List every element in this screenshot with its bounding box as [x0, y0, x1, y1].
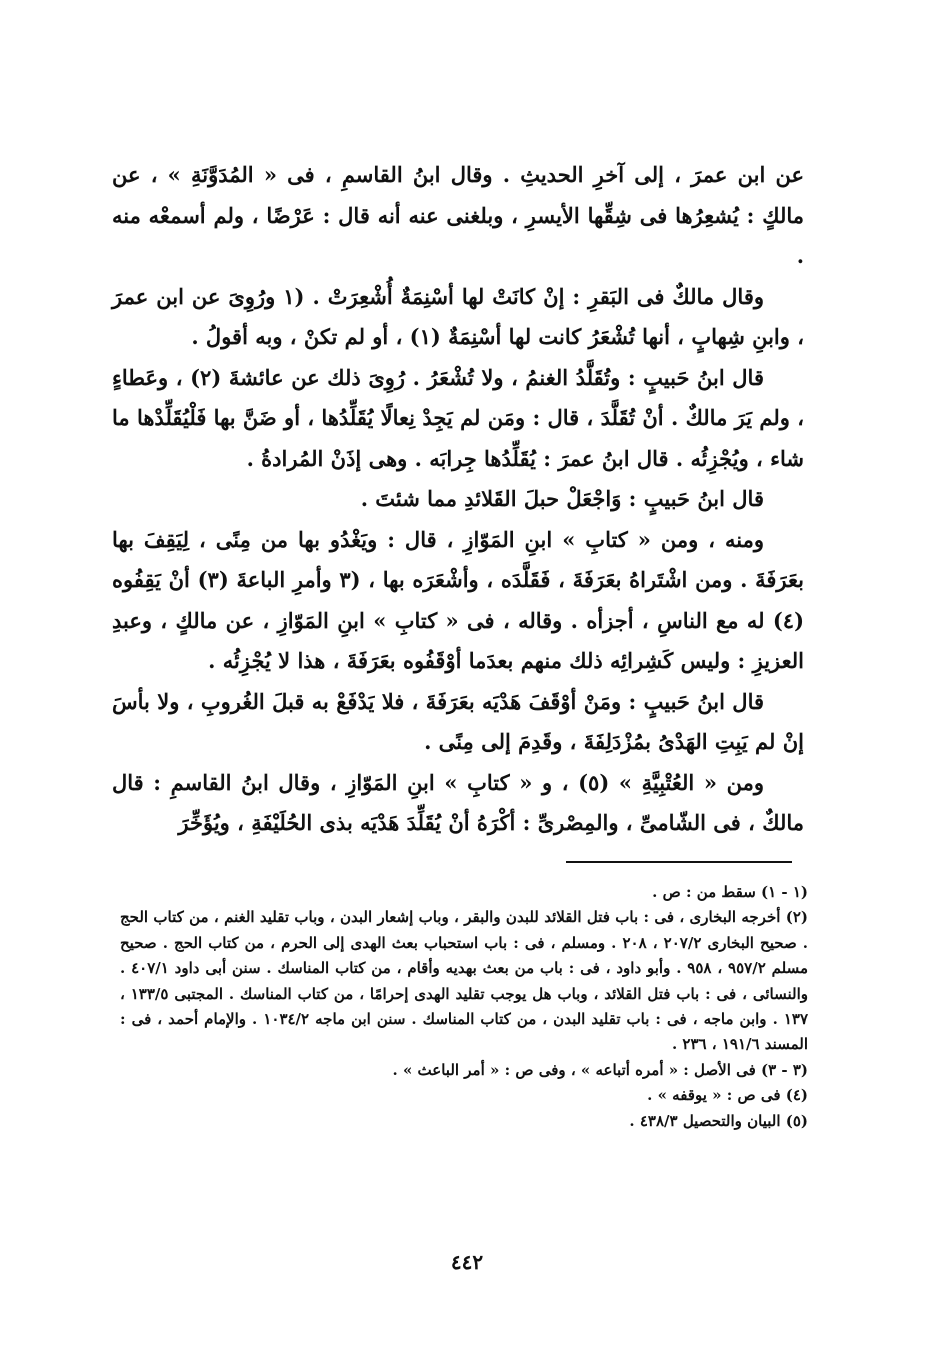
footnote: (٤) فى ص : « يوقفه » . [647, 1086, 808, 1105]
footnote: (٢) أخرجه البخارى ، فى : باب فتل القلائد للبدن والبقر ، وباب إشعار البدن ، وباب تقليد الغنم ، من كتاب الحج . صحيح البخارى ٢٠٧/٢ ، ٢٠٨ . ومسلم ، فى : باب استحباب بعث الهدى إلى الحرم ، من كتاب الحج . صحيح مسلم ٩٥٧/٢ ، ٩٥٨ . وأبو داود ، فى : باب من بعث بهديه وأقام ، من كتاب المناسك . سنن أبى داود ٤٠٧/١ . والنسائى ، فى : باب فتل القلائد ، وباب هل يوجب تقليد الهدى إحرامًا ، من كتاب المناسك . المجتبى ١٣٣/٥ ، ١٣٧ . وابن ماجه ، فى : باب تقليد البدن ، من كتاب المناسك . سنن ابن ماجه ١٠٣٤/٢ . والإمام أحمد ، فى : المسند ١٩١/٦ ، ٢٣٦ . [120, 908, 808, 1054]
paragraph: قال ابنُ حَبيبٍ : وَاجْعَلْ حبلَ القَلائدِ مما شئتَ . [360, 486, 764, 511]
paragraph: قال ابنُ حَبيبٍ : وتُقَلَّدُ الغنمُ ، ولا تُشْعَرُ . رُوِىَ ذلك عن عائشةَ (٢) ، وعَطاءٍ ، ولم يَرَ مالكٌ . أنْ تُقَلَّدَ ، قال : ومَن لم يَجِدْ نِعالًا يُقَلِّدُها ، أو ضَنَّ بها فَلْيُقَلِّدْها ما شاء ، ويُجْزِئُه . قال ابنُ عمرَ : يُقَلِّدُها جِرابَه . وهى إذَنْ المُرادةُ . [112, 364, 804, 471]
paragraph: ومنه ، ومن « كتابِ » ابنِ المَوّازِ ، قال : ويَغْدُو بها من مِنًى ، لِيَقِفَ بها بعَرَفَةَ . ومن اشْتَراهُ بعَرَفَةَ ، فَقَلَّدَه ، وأشْعَرَه بها ، (٣ وأمرِ الباعةَ (٣) أنْ يَقِفُوه (٤) له مع الناسِ ، أجزأه . وقاله ، فى « كتابِ » ابنِ المَوّازِ ، عن مالكٍ ، وعبدِ العزيزِ : وليس كَشِرائِه ذلك منهم بعدَما أوْقَفُوه بعَرَفَةَ ، هذا لا يُجْزِئُه . [112, 526, 804, 673]
paragraph: ومن « العُتْبِيَّةِ » (٥) ، و « كتابِ » ابنِ المَوّازِ ، وقال ابنُ القاسمِ : قال مالكٌ ، فى الشّامىِّ ، والمِصْرىِّ : أكْرَهُ أنْ يُقَلِّدَ هَدْيَه بذى الحُلَيْفَةِ ، ويُؤَخِّرَ [112, 769, 804, 835]
paragraph: قال ابنُ حَبيبٍ : ومَنْ أوْقَفَ هَدْيَه بعَرَفَةَ ، فلا يَدْفَعْ به قبلَ الغُروبِ ، ولا بأسَ إنْ لم يَبِتِ الهَدْىُ بمُزْدَلِفَةَ ، وقَدِمَ إلى مِنًى . [112, 688, 804, 754]
footnote: (٣ - ٣) فى الأصل : « أمره أتباعه » ، وفى ص : « أمر الباعث » . [392, 1060, 808, 1079]
main-text [112, 155, 804, 844]
footnotes [120, 880, 808, 1134]
page-number: ٤٤٢ [450, 1250, 484, 1274]
footnote: (٥) البيان والتحصيل ٤٣٨/٣ . [629, 1111, 808, 1130]
paragraph: وقال مالكٌ فى البَقرِ : إنْ كانَتْ لها أسْنِمَةٌ أُشْعِرَتْ . (١ ورُوِىَ عن ابن عمرَ ، وابنِ شِهابٍ ، أنها تُشْعَرُ كانت لها أسْنِمَةٌ (١) ، أو لم تكنْ ، وبه أقولُ . [112, 283, 804, 349]
paragraph: عن ابن عمرَ ، إلى آخرِ الحديثِ . وقال ابنُ القاسمِ ، فى « المُدَوَّنَةِ » ، عن مالكٍ : يُشعِرُها فى شِقِّها الأيسرِ ، وبلغنى عنه أنه قال : عَرْضًا ، ولم أسمعْه منه . [112, 162, 804, 268]
footnote: (١ - ١) سقط من : ص . [652, 883, 808, 901]
footnote-separator [566, 861, 792, 863]
